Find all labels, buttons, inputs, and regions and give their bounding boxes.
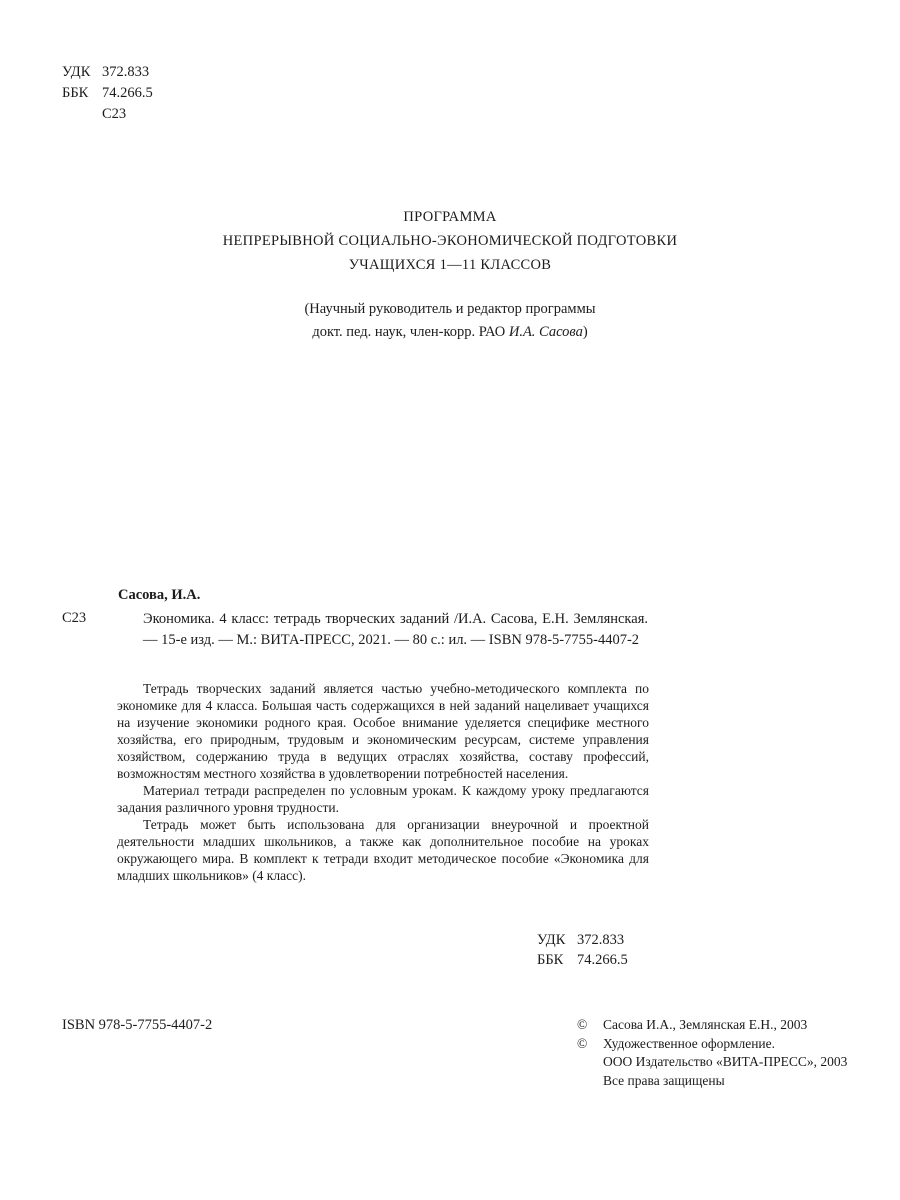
- bbk-value-bottom: 74.266.5: [577, 952, 628, 968]
- copyright-symbol-2: ©: [577, 1035, 588, 1051]
- copyright-publisher: ООО Издательство «ВИТА-ПРЕСС», 2003: [603, 1054, 848, 1069]
- copyright-symbol-1: ©: [577, 1017, 588, 1032]
- copyright-authors: Сасова И.А., Землянская Е.Н., 2003: [603, 1017, 808, 1032]
- supervisor-credentials: докт. пед. наук, член-корр. РАО: [312, 324, 509, 340]
- copyright-row-1: [577, 1016, 847, 1035]
- annotation-paragraph-3: Тетрадь может быть использована для организации внеурочной и проектной деятельности младших школьников, а также как дополнительное пособие на уроках окружающего мира. В комплект к тетради входит методическое пособие «Экономика для младших школьников» (4 класс).: [117, 817, 649, 883]
- copyright-rights: Все права защищены: [603, 1072, 725, 1088]
- program-title-line-1: ПРОГРАММА: [403, 209, 497, 225]
- supervisor-line-2: [0, 321, 900, 344]
- bbk-label-bottom: ББК: [537, 952, 564, 968]
- catalog-author-heading: Сасова, И.А.: [118, 587, 201, 603]
- catalog-cipher: С23: [62, 610, 87, 626]
- bbk-value: 74.266.5: [102, 85, 153, 101]
- udk-value-bottom: 372.833: [577, 932, 625, 948]
- bibliographic-description: Экономика. 4 класс: тетрадь творческих заданий /И.А. Сасова, Е.Н. Землянская. — 15-е изд. — М.: ВИТА-ПРЕСС, 2021. — 80 с.: ил. — ISBN 978-5-7755-4407-2: [143, 611, 648, 648]
- program-title: [0, 205, 900, 277]
- annotation-paragraph-1: Тетрадь творческих заданий является частью учебно-методического комплекта по экономике для 4 класса. Большая часть содержащихся в ней заданий нацеливает учащихся на изучение экономики родного края. Особое внимание уделяется специфике местного хозяйства, его природным, трудовым и экономическим ресурсам, системе управления хозяйством, содержанию труда в ведущих отраслях хозяйства, составу профессий, возможностям местного хозяйства в удовлетворении потребностей населения.: [117, 681, 649, 781]
- copyright-row-2: [577, 1035, 847, 1054]
- udk-row-bottom: [537, 930, 628, 950]
- classification-block-bottom: [537, 930, 628, 970]
- udk-value: 372.833: [102, 64, 150, 80]
- annotation: [117, 680, 649, 884]
- udk-label-bottom: УДК: [537, 932, 566, 948]
- bbk-row-bottom: [537, 950, 628, 970]
- annotation-paragraph-2: Материал тетради распределен по условным урокам. К каждому уроку предлагаются задания различного уровня трудности.: [117, 783, 649, 815]
- supervisor-name: И.А. Сасова: [508, 324, 583, 340]
- program-title-line-3: УЧАЩИХСЯ 1—11 КЛАССОВ: [348, 257, 552, 273]
- bbk-label: ББК: [62, 85, 89, 101]
- copyright-block: [577, 1016, 847, 1090]
- udk-row: [62, 62, 153, 83]
- classification-block: [62, 62, 153, 125]
- udk-label: УДК: [62, 64, 91, 80]
- supervisor-close-paren: ): [582, 324, 588, 340]
- program-title-line-2: НЕПРЕРЫВНОЙ СОЦИАЛЬНО-ЭКОНОМИЧЕСКОЙ ПОДГОТОВКИ: [222, 233, 678, 249]
- supervisor-line-1: (Научный руководитель и редактор программы: [304, 301, 596, 317]
- bbk-row: [62, 83, 153, 104]
- author-sign: С23: [102, 106, 127, 122]
- isbn: ISBN 978-5-7755-4407-2: [62, 1017, 213, 1033]
- copyright-design: Художественное оформление.: [603, 1035, 776, 1051]
- supervisor-note: [0, 298, 900, 344]
